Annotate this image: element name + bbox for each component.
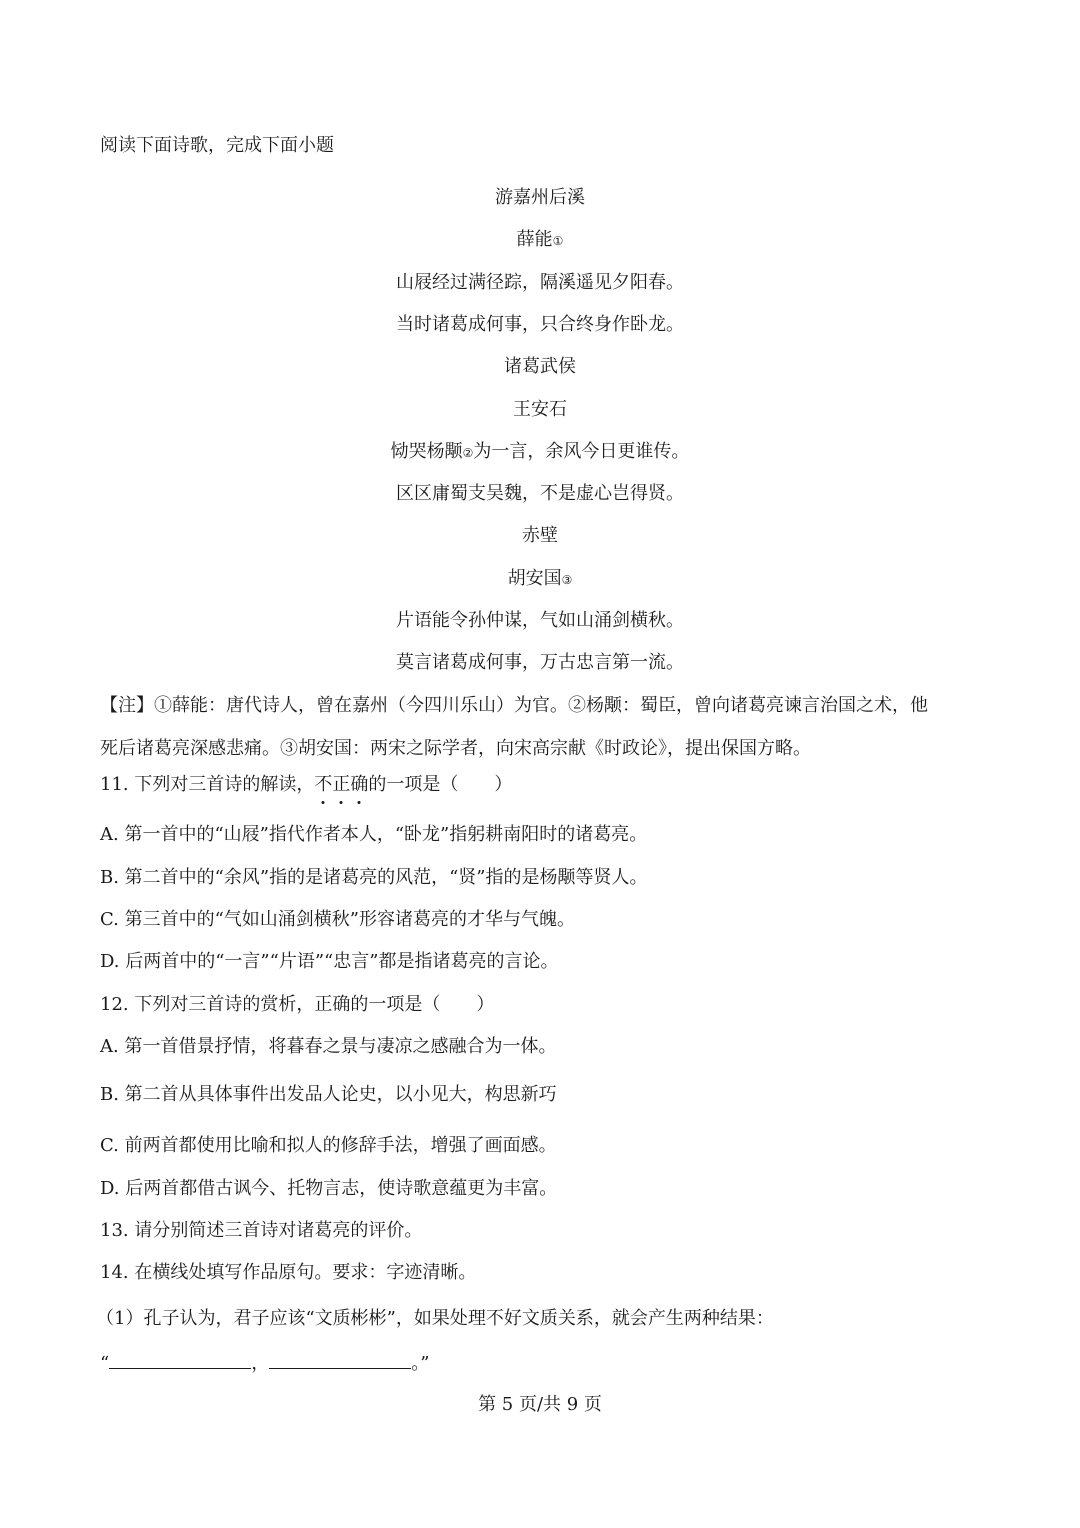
poem-1-title: 游嘉州后溪 [495, 187, 585, 208]
poem-2-author: 王安石 [513, 399, 567, 420]
emphasis-char: 确 [350, 774, 369, 795]
question-11-option-a: A. 第一首中的“山屐”指代作者本人，“卧龙”指躬耕南阳时的诸葛亮。 [100, 824, 648, 845]
poem-1-line-1: 山屐经过满径踪，隔溪遥见夕阳春。 [396, 272, 684, 293]
poem-3-author: 胡安国③ [507, 568, 573, 589]
question-12-option-d: D. 后两首都借古讽今、托物言志，使诗歌意蕴更为丰富。 [100, 1178, 558, 1199]
page-number: 第 5 页/共 9 页 [478, 1394, 602, 1415]
question-11-option-d: D. 后两首中的“一言”“片语”“忠言”都是指诸葛亮的言论。 [100, 951, 559, 972]
emphasis-char: 正 [332, 774, 351, 795]
poem-2-line-1: 恸哭杨颙②为一言，余风今日更谁传。 [390, 441, 690, 462]
question-12-option-b: B. 第二首从具体事件出发品人论史，以小见大，构思新巧 [100, 1084, 557, 1105]
question-12-option-c: C. 前两首都使用比喻和拟人的修辞手法，增强了画面感。 [100, 1135, 557, 1156]
question-11-option-c: C. 第三首中的“气如山涌剑横秋”形容诸葛亮的才华与气魄。 [100, 909, 575, 930]
poem-3-line-1: 片语能令孙仲谋，气如山涌剑横秋。 [396, 610, 684, 631]
question-13-stem: 13. 请分别简述三首诗对诸葛亮的评价。 [100, 1220, 423, 1241]
answer-blank-2[interactable] [269, 1352, 411, 1369]
question-11-option-b: B. 第二首中的“余风”指的是诸葛亮的风范，“贤”指的是杨颙等贤人。 [100, 867, 648, 888]
note-line-2: 死后诸葛亮深感悲痛。③胡安国：两宋之际学者，向宋高宗献《时政论》，提出保国方略。 [100, 738, 811, 759]
note-line-1: 【注】①薛能：唐代诗人，曾在嘉州（今四川乐山）为官。②杨颙：蜀臣，曾向诸葛亮谏言治国之术，他 [100, 695, 928, 716]
question-14-sub-1: （1）孔子认为，君子应该“文质彬彬”，如果处理不好文质关系，就会产生两种结果： [96, 1308, 774, 1329]
question-11-stem: 11. 下列对三首诗的解读，不正确的一项是（ ） [100, 774, 513, 795]
instructions: 阅读下面诗歌，完成下面小题 [100, 135, 334, 156]
question-14-answer-line: “ ， 。” [100, 1353, 430, 1374]
question-12-stem: 12. 下列对三首诗的赏析，正确的一项是（ ） [100, 994, 495, 1015]
poem-1-line-2: 当时诸葛成何事，只合终身作卧龙。 [396, 314, 684, 335]
poem-3-line-2: 莫言诸葛成何事，万古忠言第一流。 [396, 652, 684, 673]
poem-3-title: 赤壁 [522, 525, 558, 546]
poem-2-title: 诸葛武侯 [504, 356, 576, 377]
answer-blank-1[interactable] [109, 1352, 251, 1369]
question-14-stem: 14. 在横线处填写作品原句。要求：字迹清晰。 [100, 1262, 477, 1283]
emphasis-char: 不 [314, 774, 333, 795]
question-12-option-a: A. 第一首借景抒情，将暮春之景与凄凉之感融合为一体。 [100, 1036, 557, 1057]
poem-2-line-2: 区区庸蜀支吴魏，不是虚心岂得贤。 [396, 483, 684, 504]
poem-1-author: 薛能① [516, 229, 564, 250]
